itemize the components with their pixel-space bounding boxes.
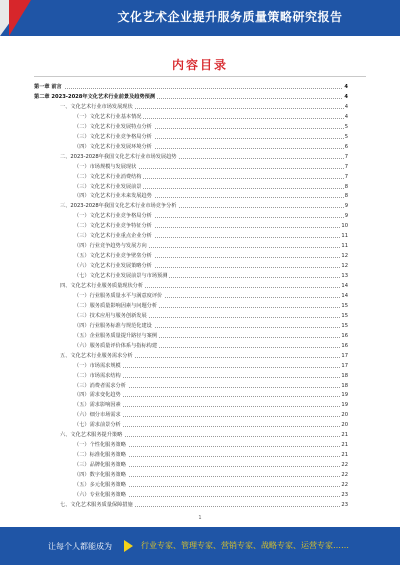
toc-entry[interactable] [0, 142, 400, 152]
toc-entry[interactable] [0, 410, 400, 420]
toc-entry-label: （三）文化艺术行业重点企业分析 [74, 233, 152, 240]
toc-entry-page: 12 [341, 263, 348, 270]
toc-entry-label: （二）标准化服务策略 [74, 452, 126, 459]
toc-entry-page: 11 [341, 243, 348, 250]
toc-entry-label: （三）消费者需求分析 [74, 382, 126, 389]
toc-entry-label: （四）数字化服务策略 [74, 472, 126, 479]
toc-entry-label: （二）文化艺术行业竞争特征分析 [74, 223, 152, 230]
toc-entry-label: （一）文化艺术行业竞争格局分析 [74, 213, 152, 220]
toc-entry-label: （三）品牌化服务策略 [74, 462, 126, 469]
report-title: 文化艺术企业提升服务质量策略研究报告 [117, 10, 343, 24]
toc-entry[interactable] [0, 231, 400, 241]
toc-entry-page: 22 [341, 482, 348, 488]
toc-entry-label: （三）技术应用与服务创新发展 [74, 312, 147, 319]
toc-entry-label: （五）多元化服务策略 [74, 482, 126, 488]
toc-entry-label: （七）需求前景分析 [74, 422, 121, 429]
toc-entry-label: （一）市场需求规模 [74, 362, 121, 369]
toc-entry-label: 七、文化艺术服务质量保障措施 [60, 501, 133, 508]
toc-entry[interactable] [0, 301, 400, 311]
toc-entry-label: （五）需求影响因素 [74, 402, 121, 409]
toc-entry-label: 第一章 前言 [34, 84, 62, 90]
toc-entry[interactable] [0, 371, 400, 381]
toc-entry[interactable] [0, 92, 400, 102]
toc-entry-label: 三、2023-2028年我国文化艺术行业市场竞争分析 [60, 203, 177, 210]
toc-entry-page: 18 [341, 382, 348, 389]
dot-leader [34, 88, 348, 89]
toc-entry-page: 8 [344, 183, 348, 190]
toc-entry-page: 4 [344, 113, 348, 120]
footer-tagline: 让每个人都能成为 [48, 542, 112, 551]
toc-entry[interactable] [0, 460, 400, 470]
toc-entry-page: 23 [341, 491, 348, 498]
toc-entry-page: 16 [341, 342, 348, 349]
toc-entry-page: 9 [344, 213, 348, 220]
toc-entry-label: （二）服务质量影响因素与问题分析 [74, 302, 158, 309]
toc-entry-page: 15 [341, 312, 348, 319]
toc-entry[interactable] [0, 400, 400, 410]
toc-entry-label: （二）市场需求结构 [74, 372, 121, 379]
toc-entry-page: 15 [341, 302, 348, 309]
toc-entry-page: 6 [344, 143, 348, 150]
toc-entry-label: 第二章 2023-2028年文化艺术行业前景及趋势预测 [34, 93, 156, 100]
page-number: 1 [198, 515, 202, 521]
toc-entry-label: 二、2023-2028年我国文化艺术行业市场发展趋势 [60, 153, 177, 160]
toc-entry[interactable] [0, 182, 400, 192]
toc-entry-label: （六）细分市场需求 [74, 412, 121, 419]
toc-entry-page: 19 [341, 402, 348, 409]
toc-entry-page: 13 [341, 273, 348, 280]
toc-entry-page: 4 [344, 84, 348, 90]
toc-entry-label: 一、文化艺术行业市场发展现状 [60, 103, 133, 110]
toc-entry-label: （六）专业化服务策略 [74, 491, 126, 498]
toc-entry[interactable] [0, 281, 400, 291]
toc-entry-page: 7 [344, 173, 348, 180]
toc-entry-label: （六）文化艺术行业发展策略分析 [74, 263, 152, 270]
toc-entry[interactable] [0, 261, 400, 271]
toc-entry-label: （一）行业服务质量水平与满意度评价 [74, 292, 163, 299]
toc-entry-page: 12 [341, 253, 348, 260]
header-red-stripe [9, 0, 31, 36]
toc-entry-page: 5 [344, 123, 348, 130]
toc-entry[interactable] [0, 500, 400, 510]
toc-divider [34, 76, 366, 77]
toc-entry[interactable] [0, 191, 400, 201]
toc-entry-page: 17 [341, 352, 348, 359]
toc-entry-page: 8 [344, 193, 348, 200]
toc-entry-label: （四）文化艺术行业未来发展趋势 [74, 193, 152, 200]
toc-entry[interactable] [0, 381, 400, 391]
toc-entry-page: 22 [341, 472, 348, 479]
toc-entry-page: 22 [341, 462, 348, 469]
toc-entry[interactable] [0, 321, 400, 331]
toc-entry[interactable] [0, 480, 400, 490]
toc-entry-page: 10 [341, 223, 348, 230]
toc-entry[interactable] [0, 311, 400, 321]
toc-entry-page: 21 [341, 452, 348, 459]
toc-entry-page: 21 [341, 432, 348, 439]
toc-entry-page: 14 [341, 283, 348, 289]
toc-entry-page: 7 [344, 163, 348, 170]
toc-entry-page: 9 [344, 203, 348, 210]
toc-entry[interactable] [0, 351, 400, 361]
toc-entry-page: 15 [341, 322, 348, 329]
header-banner [0, 0, 400, 36]
toc-entry[interactable] [0, 162, 400, 172]
toc-entry[interactable] [0, 450, 400, 460]
toc-entry-label: （一）文化艺术行业基本情况 [74, 113, 142, 120]
toc-entry-label: （二）文化艺术行业消费结构 [74, 173, 142, 180]
toc-entry[interactable] [0, 291, 400, 301]
toc-entry-page: 20 [341, 412, 348, 419]
toc-entry-label: （六）服务质量评价体系与指标构建 [74, 342, 158, 349]
toc-entry-page: 4 [344, 93, 348, 100]
toc-entry[interactable] [0, 112, 400, 122]
toc-entry[interactable] [0, 102, 400, 112]
toc-entry-page: 17 [341, 362, 348, 369]
toc-entry-page: 4 [344, 103, 348, 110]
toc-entry[interactable] [0, 390, 400, 400]
toc-entry-label: （四）文化艺术行业发展环境分析 [74, 143, 152, 150]
toc-entry[interactable] [0, 172, 400, 182]
toc-entry[interactable] [0, 82, 400, 92]
toc-entry-label: （四）行业服务标准与规范化建设 [74, 322, 152, 329]
toc-entry-label: （四）行业竞争趋势与发展方向 [74, 243, 147, 250]
toc-entry[interactable] [0, 271, 400, 281]
toc-entry-page: 7 [344, 153, 348, 160]
toc-entry-label: （四）需求变化趋势 [74, 392, 121, 399]
toc-entry[interactable] [0, 221, 400, 231]
toc-entry-page: 18 [341, 372, 348, 379]
toc-entry-label: （二）文化艺术行业发展特点分析 [74, 123, 152, 130]
toc-entry[interactable] [0, 470, 400, 480]
toc-entry[interactable] [0, 211, 400, 221]
toc-entry[interactable] [0, 241, 400, 251]
toc-entry[interactable] [0, 420, 400, 430]
toc-entry-label: 五、文化艺术行业服务需求分析 [60, 352, 133, 359]
toc-entry-page: 20 [341, 422, 348, 429]
toc-entry-label: （三）文化艺术行业发展前景 [74, 183, 142, 190]
toc-entry-label: （五）企业服务质量提升路径与案例 [74, 332, 158, 339]
toc-entry[interactable] [0, 361, 400, 371]
toc-entry-page: 11 [341, 233, 348, 240]
toc-entry-page: 16 [341, 332, 348, 339]
toc-heading: 内容目录 [171, 58, 228, 72]
toc-entry-label: 六、文化艺术服务提升策略 [60, 432, 123, 439]
toc-entry[interactable] [0, 152, 400, 162]
toc-entry[interactable] [0, 430, 400, 440]
toc-entry-label: （一）市场规模与发展现状 [74, 163, 137, 170]
toc-entry[interactable] [0, 440, 400, 450]
toc-entry[interactable] [0, 132, 400, 142]
toc-entry-page: 19 [341, 392, 348, 399]
toc-entry-label: （七）文化艺术行业发展前景与市场预测 [74, 273, 168, 280]
toc-entry-page: 23 [341, 501, 348, 508]
toc-entry-label: 四、文化艺术行业服务质量现状分析 [60, 283, 144, 289]
toc-entry[interactable] [0, 490, 400, 500]
toc-entry[interactable] [0, 201, 400, 211]
toc-entry[interactable] [0, 331, 400, 341]
footer-roles: 行业专家、管理专家、营销专家、战略专家、运营专家…… [141, 541, 349, 550]
arrow-icon [124, 540, 133, 552]
toc-entry-label: （五）文化艺术行业竞争壁垒分析 [74, 253, 152, 260]
toc-entry-label: （一）个性化服务策略 [74, 442, 126, 449]
toc-entry-label: （三）文化艺术行业竞争格局分析 [74, 133, 152, 140]
toc-entry[interactable] [0, 122, 400, 132]
toc-entry-page: 14 [341, 292, 348, 299]
footer-banner [0, 527, 400, 565]
toc-entry-page: 5 [344, 133, 348, 140]
toc-entry[interactable] [0, 341, 400, 351]
toc-entry-page: 21 [341, 442, 348, 449]
toc-entry[interactable] [0, 251, 400, 261]
